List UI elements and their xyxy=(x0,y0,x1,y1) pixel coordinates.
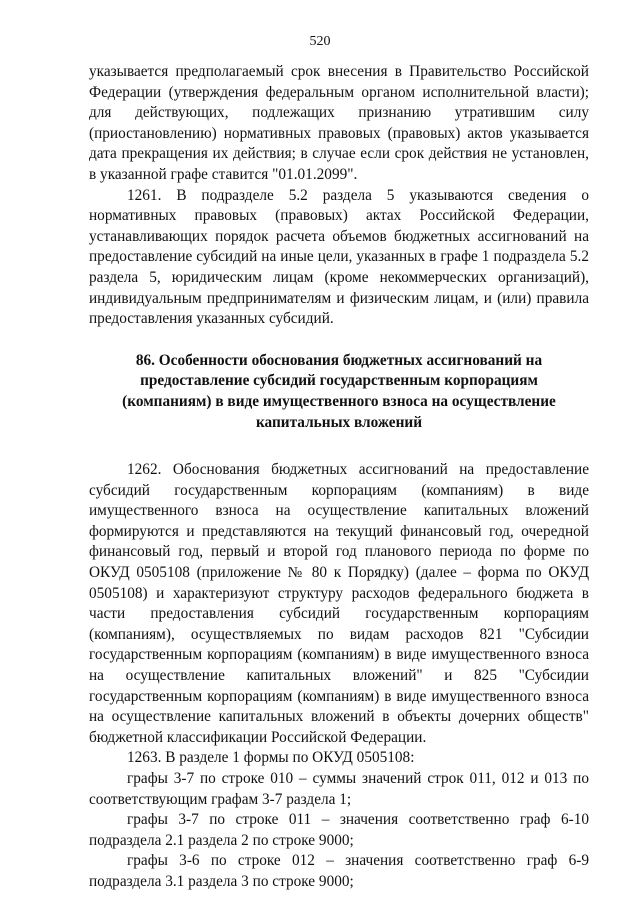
paragraph-continuation: указывается предполагаемый срок внесения в Правительство Российской Федерации (утверждения федеральным органом исполнительной власти); для действующих, подлежащих признанию утратившим силу (приостановлению) нормативных правовых (правовых) актов указывается дата прекращения их действия; в случае если срок действия не установлен, в указанной графе ставится "01.01.2099". xyxy=(89,63,589,183)
paragraph-1261: 1261. В подразделе 5.2 раздела 5 указываются сведения о нормативных правовых (правовых) актах Российской Федерации, устанавливающих порядок расчета объемов бюджетных ассигнований на предоставление субсидий на иные цели, указанных в графе 1 подраздела 5.2 раздела 5, юридическим лицам (кроме некоммерческих организаций), индивидуальным предпринимателям и физическим лицам, и (или) правила предоставления указанных субсидий. xyxy=(89,186,589,328)
page-number: 520 xyxy=(309,34,331,49)
paragraph-rows-011: графы 3-7 по строке 011 – значения соответственно граф 6-10 подраздела 2.1 раздела 2 по строке 9000; xyxy=(89,811,589,849)
paragraph-1263: 1263. В разделе 1 формы по ОКУД 0505108: xyxy=(127,749,415,767)
paragraph-rows-010: графы 3-7 по строке 010 – суммы значений строк 011, 012 и 013 по соответствующим графам 3-7 раздела 1; xyxy=(89,770,589,808)
paragraph-1262: 1262. Обоснования бюджетных ассигнований на предоставление субсидий государственным корпорациям (компаниям) в виде имущественного взноса на осуществление капитальных вложений формируются и представляются на текущий финансовый год, очередной финансовый год, первый и второй год планового периода по форме по ОКУД 0505108 (приложение № 80 к Порядку) (далее – форма по ОКУД 0505108) и характеризуют структуру расходов федерального бюджета в части предоставления субсидий государственным корпорациям (компаниям), осуществляемых по видам расходов 821 "Субсидии государственным корпорациям (компаниям) в виде имущественного взноса на осуществление капитальных вложений" и 825 "Субсидии государственным корпорациям (компаниям) в виде имущественного взноса на осуществление капитальных вложений в объекты дочерних обществ" бюджетной классификации Российской Федерации. xyxy=(89,461,589,746)
paragraph-rows-012: графы 3-6 по строке 012 – значения соответственно граф 6-9 подраздела 3.1 раздела 3 по строке 9000; xyxy=(89,852,589,890)
section-heading-86: 86. Особенности обоснования бюджетных ассигнований на предоставление субсидий государственным корпорациям (компаниям) в виде имущественного взноса на осуществление капитальных вложений xyxy=(122,351,556,431)
document-body xyxy=(89,62,589,893)
